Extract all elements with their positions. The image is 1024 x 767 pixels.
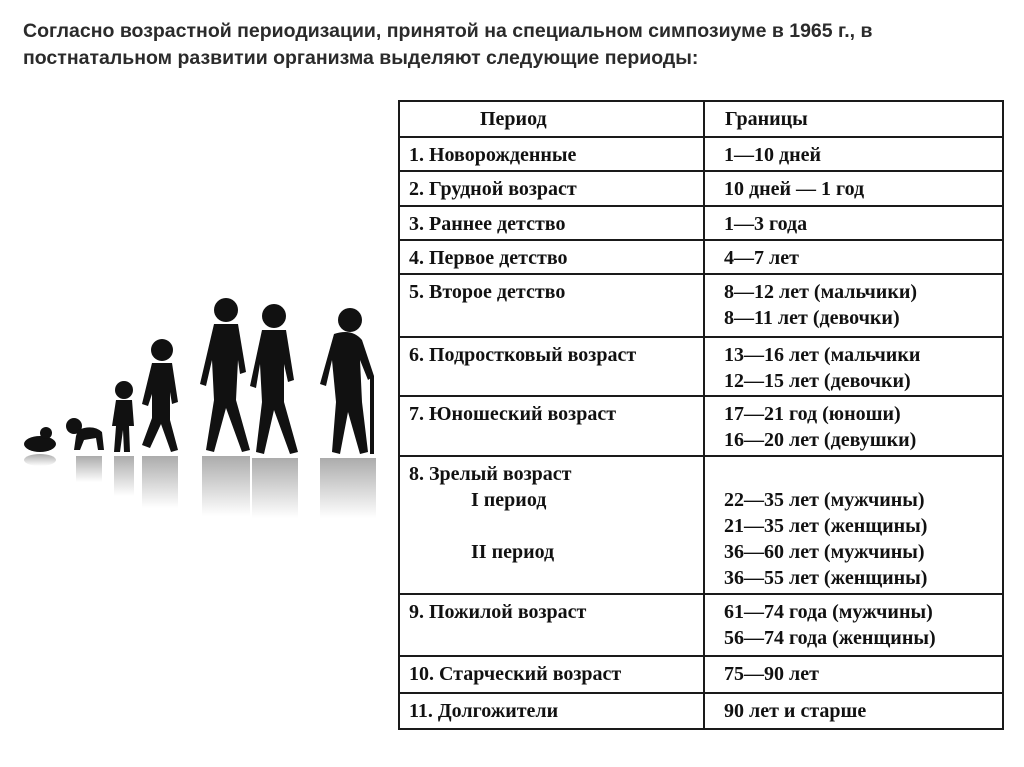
bounds-cell: 4—7 лет	[704, 240, 1003, 274]
table-row	[399, 337, 1003, 396]
heading-line-1: Согласно возрастной периодизации, принятой на специальном симпозиуме в 1965 г., в	[23, 20, 873, 42]
middle-aged-silhouette	[250, 304, 298, 454]
header-period: Период	[399, 101, 704, 137]
bounds-cell: 75—90 лет	[704, 656, 1003, 692]
period-cell: 8. Зрелый возраст I период II период	[399, 456, 704, 593]
table-row	[399, 656, 1003, 692]
bounds-cell: 1—10 дней	[704, 137, 1003, 171]
slide-heading	[23, 18, 1008, 72]
adult-silhouette	[200, 298, 250, 452]
table-row	[399, 396, 1003, 457]
elderly-silhouette	[320, 308, 374, 454]
period-cell: 4. Первое детство	[399, 240, 704, 274]
heading-line-2: постнатальном развитии организма выделяют следующие периоды:	[23, 47, 699, 69]
human-growth-stages-silhouettes-icon	[18, 290, 388, 530]
bounds-cell: 1—3 года	[704, 206, 1003, 240]
toddler-silhouette	[112, 381, 134, 452]
header-bounds: Границы	[704, 101, 1003, 137]
crawling-baby-silhouette	[66, 418, 104, 450]
table-row	[399, 240, 1003, 274]
bounds-cell: 90 лет и старше	[704, 693, 1003, 729]
period-cell: 7. Юношеский возраст	[399, 396, 704, 457]
period-cell: 10. Старческий возраст	[399, 656, 704, 692]
bounds-cell: 61—74 года (мужчины) 56—74 года (женщины)	[704, 594, 1003, 657]
bounds-cell: 10 дней — 1 год	[704, 171, 1003, 205]
bounds-cell: 17—21 год (юноши) 16—20 лет (девушки)	[704, 396, 1003, 457]
table-row	[399, 171, 1003, 205]
period-cell: 11. Долгожители	[399, 693, 704, 729]
period-cell: 9. Пожилой возраст	[399, 594, 704, 657]
bounds-cell: 22—35 лет (мужчины) 21—35 лет (женщины) 36—60 лет (мужчины) 36—55 лет (женщины)	[704, 456, 1003, 593]
period-cell: 6. Подростковый возраст	[399, 337, 704, 396]
bounds-cell: 13—16 лет (мальчики 12—15 лет (девочки)	[704, 337, 1003, 396]
period-cell: 3. Раннее детство	[399, 206, 704, 240]
period-cell: 1. Новорожденные	[399, 137, 704, 171]
table-row	[399, 594, 1003, 657]
period-cell: 5. Второе детство	[399, 274, 704, 337]
table-row	[399, 456, 1003, 593]
table-row	[399, 274, 1003, 337]
table-row	[399, 206, 1003, 240]
table-row	[399, 137, 1003, 171]
table-header-row	[399, 101, 1003, 137]
bounds-cell: 8—12 лет (мальчики) 8—11 лет (девочки)	[704, 274, 1003, 337]
baby-lying-silhouette	[24, 427, 56, 452]
period-cell: 2. Грудной возраст	[399, 171, 704, 205]
age-periods-table	[398, 100, 1004, 730]
child-silhouette	[142, 339, 178, 452]
table-row	[399, 693, 1003, 729]
